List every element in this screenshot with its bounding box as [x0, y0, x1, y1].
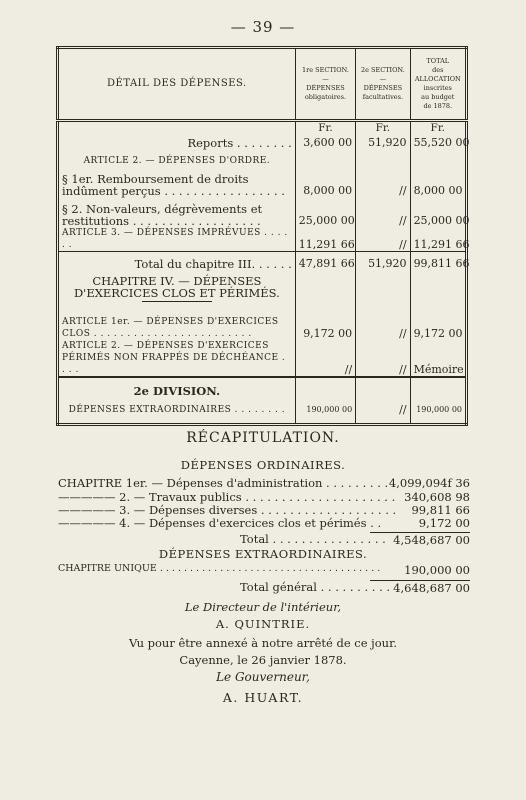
table-row: § 1er. Remboursement de droits indûment perçus . . . . . . . . . . . . . . . . . 8,000 00 // 8,000 00	[58, 167, 467, 197]
director-name: A. QUINTRIE.	[215, 617, 311, 631]
place-date: Cayenne, le 26 janvier 1878.	[179, 653, 347, 667]
grand-total-label: Total général . . . . . . . . . .	[240, 580, 391, 594]
table-header	[58, 48, 467, 121]
recap-line-amount: 4,099,094f 36	[388, 476, 470, 490]
total-amount: 4,548,687 00	[370, 532, 470, 547]
divider	[142, 301, 212, 302]
table-row: CHAPITRE IV. — DÉPENSES D'EXERCICES CLOS ET PÉRIMÉS.	[58, 270, 467, 310]
recap-line-amount: 340,608 98	[404, 490, 470, 504]
currency-row: Fr. Fr. Fr.	[58, 121, 467, 135]
table-row: DÉPENSES EXTRAORDINAIRES . . . . . . . . 190,000 00 // 190,000 00	[58, 397, 467, 425]
director-title: Le Directeur de l'intérieur,	[184, 600, 342, 614]
chapitre-unique-amount: 190,000 00	[404, 563, 470, 577]
header-section-1: 1re SECTION. — DÉPENSES obligatoires.	[295, 48, 355, 121]
ordinaires-heading: DÉPENSES ORDINAIRES.	[180, 458, 346, 472]
chapitre-unique-label: CHAPITRE UNIQUE . . . . . . . . . . . . . . . . . . . . . . . . . . . . . . . . . . . . .	[58, 563, 381, 574]
recap-line-label: CHAPITRE 1er. — Dépenses d'administration . . . . . . . . . .	[58, 476, 396, 490]
recap-line-amount: 99,811 66	[411, 503, 470, 517]
extra-heading: DÉPENSES EXTRAORDINAIRES.	[158, 547, 368, 561]
page-number: — 39 —	[230, 18, 296, 36]
table-row: § 2. Non-valeurs, dégrèvements et restitutions . . . . . . . . . . . . . . . . . . 25,000 00 // 25,000 00	[58, 197, 467, 227]
recap-line-label: ————— 3. — Dépenses diverses . . . . . . . . . . . . . . . . . . .	[58, 503, 397, 517]
table-row: ARTICLE 1er. — DÉPENSES D'EXERCICES CLOS . . . . . . . . . . . . . . . . . . . . . . . . 9,172 00 // 9,172 00	[58, 310, 467, 340]
governor-name: A. HUART.	[222, 690, 304, 705]
table-row: Reports . . . . . . . . 3,600 00 51,920 55,520 00	[58, 134, 467, 149]
header-total: TOTAL des ALLOCATION inscrites au budget de 1878.	[410, 48, 466, 121]
recap-line-amount: 9,172 00	[418, 516, 470, 530]
recap-line-label: ————— 2. — Travaux publics . . . . . . . . . . . . . . . . . . . . .	[58, 490, 396, 504]
table-row: ARTICLE 3. — DÉPENSES IMPRÉVUES . . . . . . 11,291 66 // 11,291 66	[58, 227, 467, 252]
annex-note: Vu pour être annexé à notre arrêté de ce jour.	[129, 636, 397, 650]
budget-table	[56, 46, 468, 426]
table-row: ARTICLE 2. — DÉPENSES D'EXERCICES PÉRIMÉS NON FRAPPÉS DE DÉCHÉANCE . . . . // // Mémoire	[58, 340, 467, 377]
table-row: 2e DIVISION.	[58, 377, 467, 397]
recap-title: RÉCAPITULATION.	[186, 430, 340, 446]
grand-total-amount: 4,648,687 00	[370, 580, 470, 595]
total-label: Total . . . . . . . . . . . . . . . .	[240, 532, 386, 546]
table-row: ARTICLE 2. — DÉPENSES D'ORDRE.	[58, 149, 467, 167]
header-section-2: 2e SECTION. — DÉPENSES facultatives.	[356, 48, 410, 121]
header-detail: DÉTAIL DES DÉPENSES.	[58, 48, 296, 121]
governor-title: Le Gouverneur,	[216, 670, 310, 684]
table-row: Total du chapitre III. . . . . . 47,891 66 51,920 99,811 66	[58, 252, 467, 270]
recap-line-label: ————— 4. — Dépenses d'exercices clos et périmés . .	[58, 516, 382, 530]
